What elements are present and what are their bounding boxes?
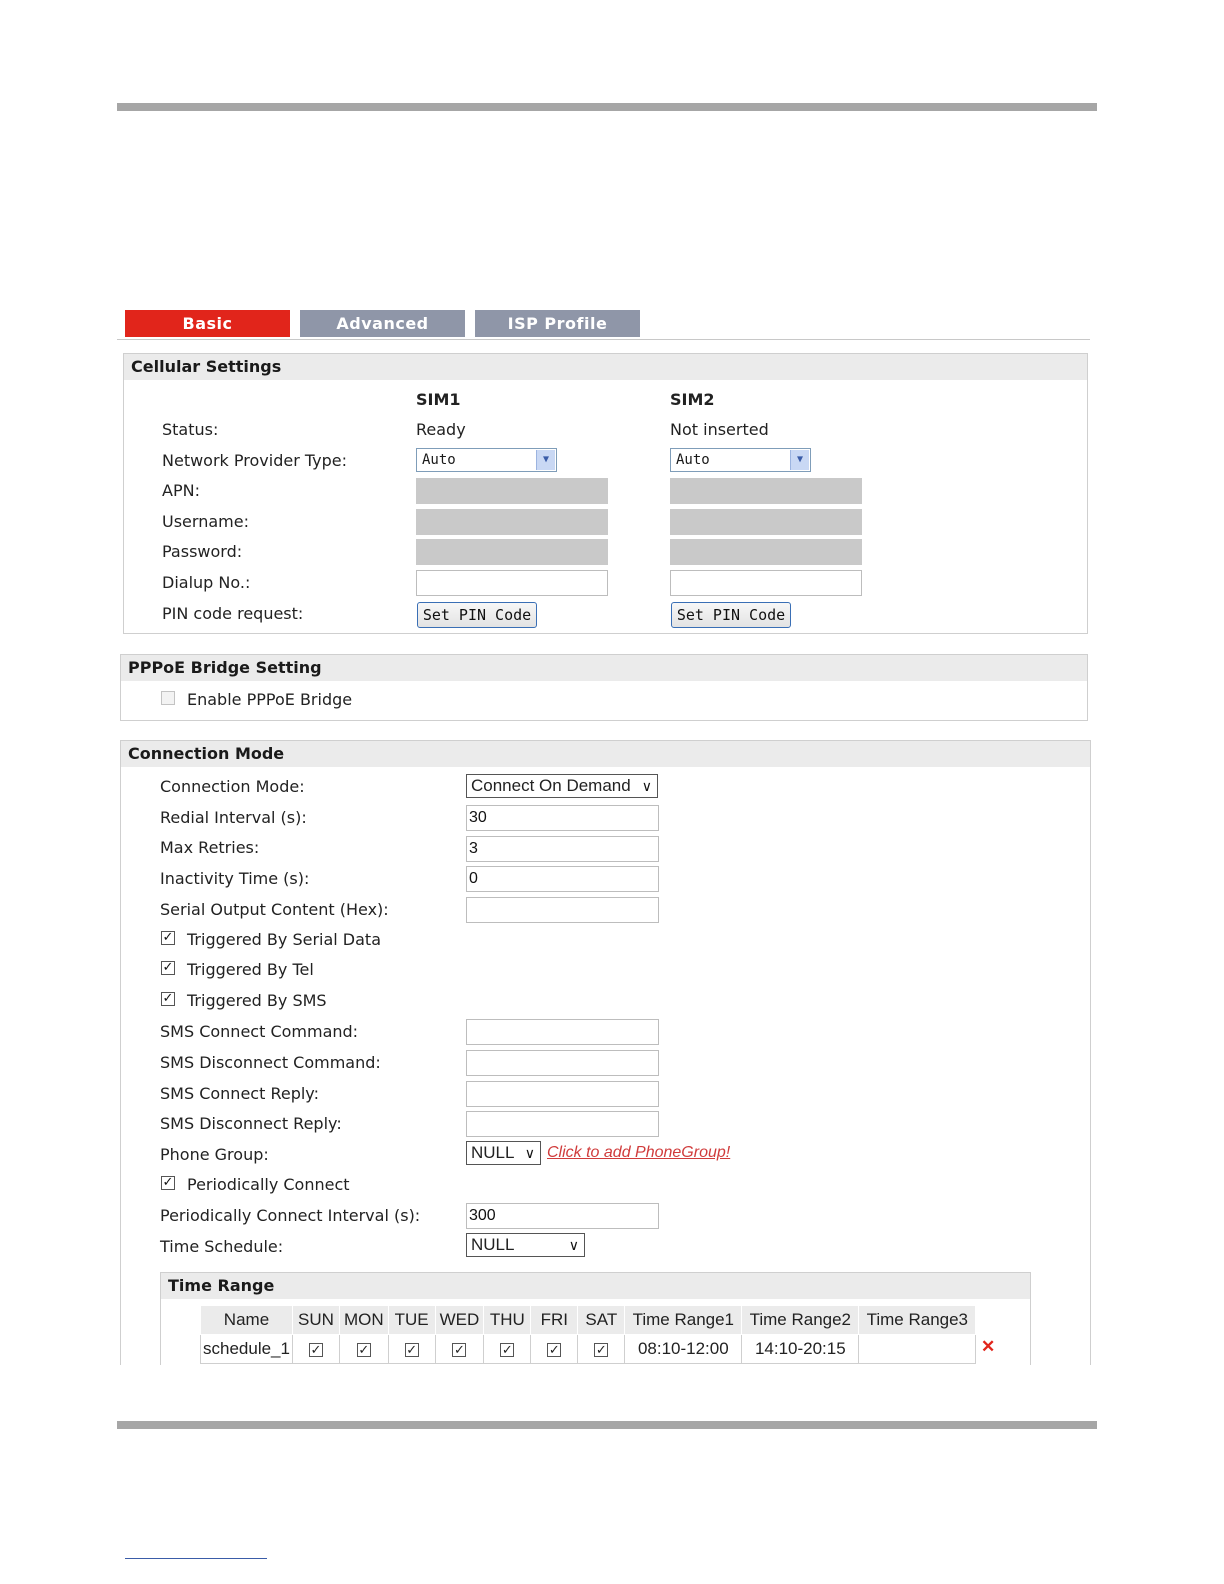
column-header: SAT [578,1306,625,1335]
column-header: TUE [388,1306,435,1335]
sim2-header: SIM2 [670,390,715,409]
redial-interval-label: Redial Interval (s): [160,808,307,827]
time-schedule-select[interactable] [466,1233,585,1257]
serial-output-field[interactable] [466,897,659,923]
periodically-connect-label: Periodically Connect [187,1175,350,1194]
column-header: SUN [292,1306,339,1335]
chevron-down-icon: ∨ [524,1145,535,1161]
table-header-row [201,1306,976,1335]
sim2-dialup-field[interactable] [670,570,862,596]
sim2-password-field[interactable] [670,539,862,565]
sim1-set-pin-button[interactable]: Set PIN Code [417,602,537,628]
triggered-sms-checkbox[interactable]: ✓ [162,991,174,1006]
sms-disconnect-reply-field[interactable] [466,1111,659,1137]
connection-mode-panel [120,740,1091,1381]
time-range-table [200,1305,976,1364]
max-retries-field[interactable]: 3 [466,836,659,862]
status-label: Status: [162,420,219,439]
tab-divider [117,339,1090,340]
cellular-settings-title: Cellular Settings [124,354,1087,380]
day-checkbox-cell[interactable] [339,1335,388,1364]
time-range-panel [160,1272,1031,1368]
sim2-provider-value: Auto [676,452,710,468]
sun-checkbox[interactable]: ✓ [310,1342,322,1357]
chevron-down-icon: ∨ [641,778,652,794]
password-label: Password: [162,542,243,561]
sms-connect-reply-field[interactable] [466,1081,659,1107]
add-phone-group-link[interactable]: Click to add PhoneGroup! [547,1144,731,1161]
enable-pppoe-label: Enable PPPoE Bridge [187,690,353,709]
phone-group-value: NULL [471,1143,515,1162]
pin-label: PIN code request: [162,604,304,623]
enable-pppoe-checkbox[interactable] [161,691,175,705]
network-provider-label: Network Provider Type: [162,451,347,470]
chevron-down-icon: ∨ [568,1237,579,1253]
sim1-dialup-field[interactable] [416,570,608,596]
chevron-down-icon: ▼ [536,450,555,470]
time-schedule-label: Time Schedule: [160,1237,284,1256]
time-range1-cell[interactable]: 08:10-12:00 [625,1335,742,1364]
time-range3-cell[interactable] [859,1335,976,1364]
thu-checkbox[interactable]: ✓ [501,1342,513,1357]
sim2-apn-field[interactable] [670,478,862,504]
sms-disconnect-command-label: SMS Disconnect Command: [160,1053,381,1072]
wed-checkbox[interactable]: ✓ [454,1342,465,1357]
connection-mode-label: Connection Mode: [160,777,305,796]
dialup-label: Dialup No.: [162,573,251,592]
sim1-header: SIM1 [416,390,461,409]
sim2-provider-select[interactable] [670,448,811,472]
periodic-interval-label: Periodically Connect Interval (s): [160,1206,421,1225]
sim2-set-pin-button[interactable]: Set PIN Code [671,602,791,628]
phone-group-label: Phone Group: [160,1145,269,1164]
tab-advanced[interactable]: Advanced [300,310,465,337]
column-header: Time Range2 [742,1306,859,1335]
sim1-provider-value: Auto [422,452,456,468]
serial-output-label: Serial Output Content (Hex): [160,900,389,919]
time-schedule-value: NULL [471,1235,515,1254]
schedule-name-cell: schedule_1 [201,1335,293,1364]
sms-disconnect-reply-label: SMS Disconnect Reply: [160,1114,342,1133]
sim2-username-field[interactable] [670,509,862,535]
tab-basic[interactable]: Basic [125,310,290,337]
day-checkbox-cell[interactable] [578,1335,625,1364]
footer-rule [117,1421,1097,1429]
max-retries-label: Max Retries: [160,838,260,857]
time-range2-cell[interactable]: 14:10-20:15 [742,1335,859,1364]
column-header: THU [484,1306,531,1335]
sim1-username-field[interactable] [416,509,608,535]
inactivity-time-label: Inactivity Time (s): [160,869,310,888]
periodically-connect-checkbox[interactable]: ✓ [162,1175,174,1190]
day-checkbox-cell[interactable] [484,1335,531,1364]
sim1-password-field[interactable] [416,539,608,565]
apn-label: APN: [162,481,200,500]
mon-checkbox[interactable]: ✓ [358,1342,370,1357]
sim1-status: Ready [416,420,466,439]
column-header: WED [435,1306,484,1335]
tue-checkbox[interactable]: ✓ [406,1342,418,1357]
sim1-apn-field[interactable] [416,478,608,504]
triggered-serial-checkbox[interactable]: ✓ [162,930,174,945]
sms-connect-command-label: SMS Connect Command: [160,1022,359,1041]
day-checkbox-cell[interactable] [292,1335,339,1364]
column-header: Time Range1 [625,1306,742,1335]
table-row [201,1335,976,1364]
chevron-down-icon: ▼ [790,450,809,470]
time-range-title: Time Range [161,1273,1030,1299]
username-label: Username: [162,512,249,531]
sat-checkbox[interactable]: ✓ [595,1342,607,1357]
pppoe-bridge-panel [120,654,1088,721]
fri-checkbox[interactable]: ✓ [548,1342,560,1357]
crop-mask [100,1365,1110,1415]
triggered-tel-checkbox[interactable]: ✓ [162,960,174,975]
column-header: FRI [531,1306,578,1335]
sim1-provider-select[interactable] [416,448,557,472]
x-icon[interactable]: ✕ [981,1337,996,1356]
connection-mode-select[interactable] [466,774,658,798]
column-header: Name [201,1306,293,1335]
column-header: MON [339,1306,388,1335]
phone-group-select[interactable] [466,1141,541,1165]
sim2-status: Not inserted [670,420,769,439]
connection-mode-title: Connection Mode [121,741,1090,767]
footer-link-underline [125,1558,267,1559]
cellular-settings-panel [123,353,1088,634]
header-rule [117,103,1097,111]
periodic-interval-field[interactable]: 300 [466,1203,659,1229]
triggered-serial-label: Triggered By Serial Data [187,930,382,949]
sms-connect-reply-label: SMS Connect Reply: [160,1084,319,1103]
sms-connect-command-field[interactable] [466,1019,659,1045]
day-checkbox-cell[interactable] [388,1335,435,1364]
sms-disconnect-command-field[interactable] [466,1050,659,1076]
day-checkbox-cell[interactable] [435,1335,484,1364]
day-checkbox-cell[interactable] [531,1335,578,1364]
tab-isp-profile[interactable]: ISP Profile [475,310,640,337]
pppoe-bridge-title: PPPoE Bridge Setting [121,655,1087,681]
connection-mode-value: Connect On Demand [471,776,631,795]
triggered-sms-label: Triggered By SMS [187,991,327,1010]
triggered-tel-label: Triggered By Tel [187,960,314,979]
inactivity-time-field[interactable]: 0 [466,866,659,892]
column-header: Time Range3 [859,1306,976,1335]
redial-interval-field[interactable]: 30 [466,805,659,831]
